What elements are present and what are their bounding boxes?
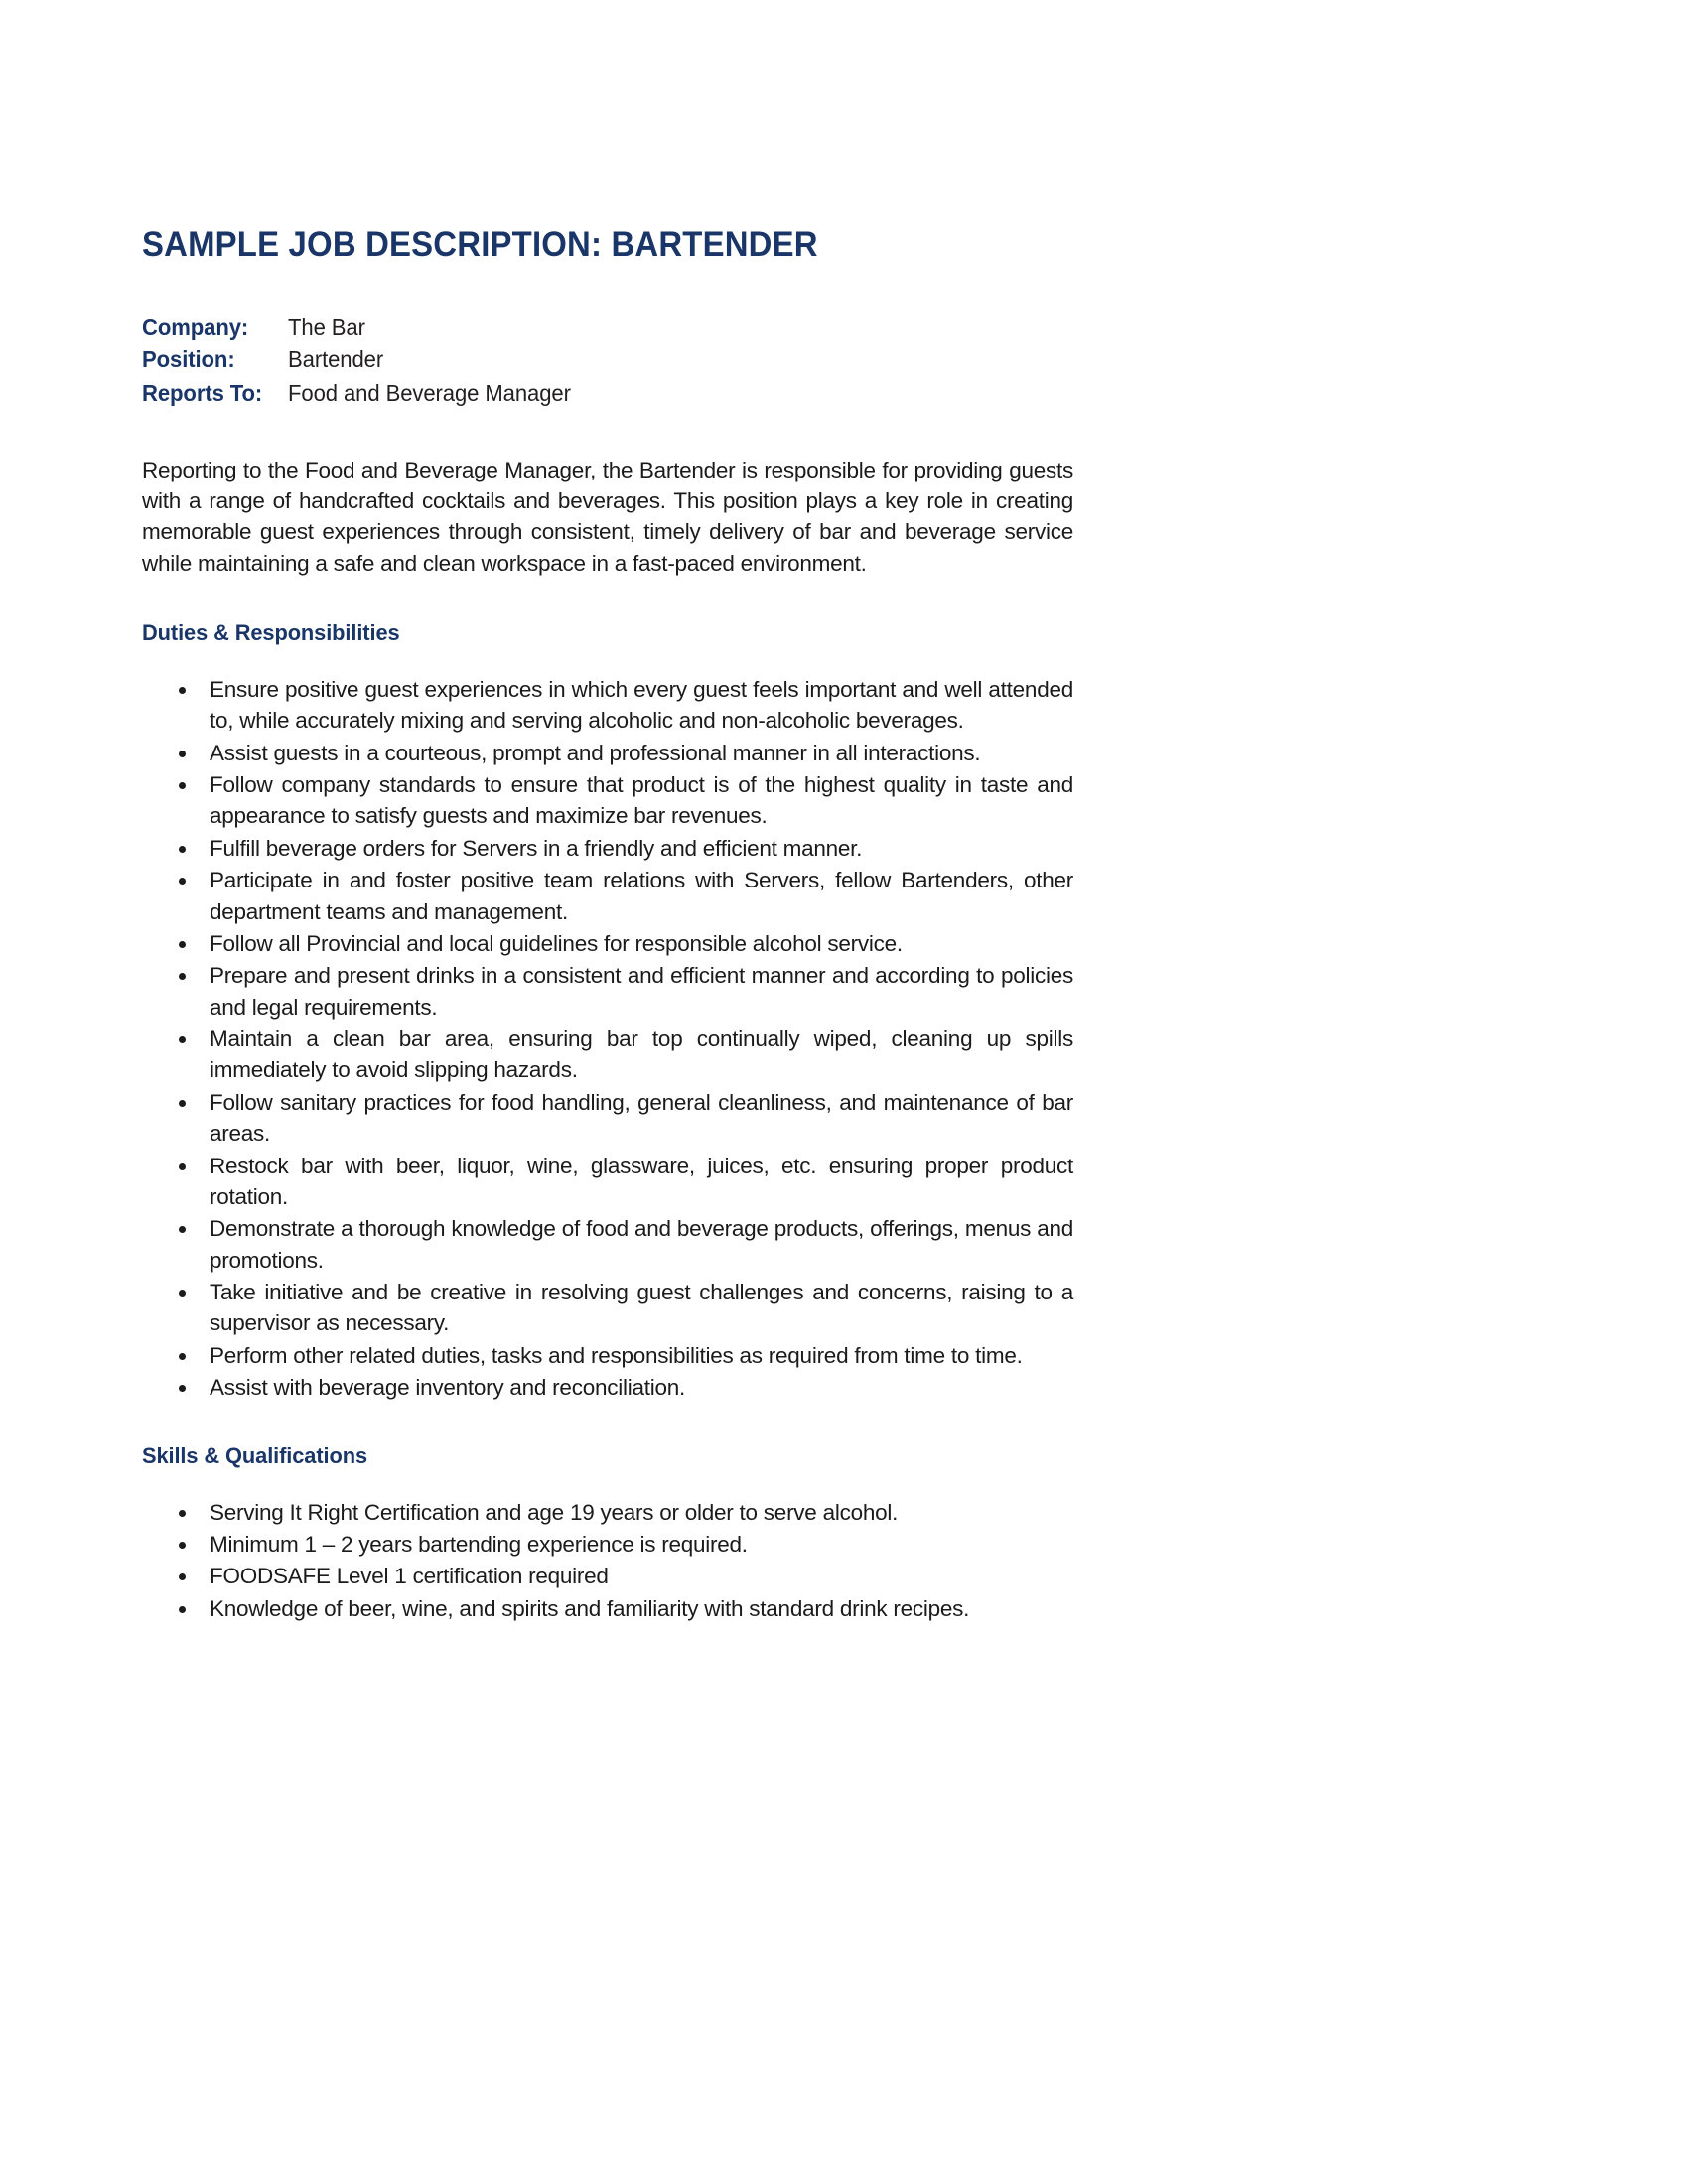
- list-item: Ensure positive guest experiences in which every guest feels important and well attended to, while accurately mixing and serving alcoholic and non-alcoholic beverages.: [142, 674, 1073, 737]
- skills-qualifications-list: [142, 1497, 1073, 1625]
- list-item: Maintain a clean bar area, ensuring bar top continually wiped, cleaning up spills immediately to avoid slipping hazards.: [142, 1024, 1073, 1086]
- job-meta-block: [142, 311, 1073, 411]
- list-item: Follow all Provincial and local guidelines for responsible alcohol service.: [142, 928, 1073, 959]
- meta-row-reports-to: [142, 377, 1073, 411]
- list-item: Follow company standards to ensure that product is of the highest quality in taste and appearance to satisfy guests and maximize bar revenues.: [142, 769, 1073, 832]
- meta-value-company: The Bar: [288, 313, 365, 340]
- duties-responsibilities-list: [142, 674, 1073, 1404]
- meta-row-company: [142, 311, 1073, 344]
- meta-row-position: [142, 343, 1073, 377]
- section-skills-qualifications: [142, 1443, 1073, 1625]
- list-item: Perform other related duties, tasks and responsibilities as required from time to time.: [142, 1340, 1073, 1371]
- list-item: Follow sanitary practices for food handling, general cleanliness, and maintenance of bar areas.: [142, 1087, 1073, 1150]
- meta-label-reports-to: Reports To:: [142, 380, 263, 407]
- meta-value-position: Bartender: [288, 346, 384, 373]
- list-item: Assist with beverage inventory and reconciliation.: [142, 1372, 1073, 1403]
- intro-paragraph: Reporting to the Food and Beverage Manager, the Bartender is responsible for providing guests with a range of handcrafted cocktails and beverages. This position plays a key role in creating memorable guest experiences through consistent, timely delivery of bar and beverage service while maintaining a safe and clean workspace in a fast-paced environment.: [142, 457, 1073, 576]
- page-title: SAMPLE JOB DESCRIPTION: BARTENDER: [142, 225, 818, 264]
- section-heading-duties-responsibilities: Duties & Responsibilities: [142, 619, 400, 645]
- list-item: Assist guests in a courteous, prompt and professional manner in all interactions.: [142, 738, 1073, 768]
- list-item: Prepare and present drinks in a consistent and efficient manner and according to policies and legal requirements.: [142, 960, 1073, 1023]
- list-item: FOODSAFE Level 1 certification required: [142, 1561, 1073, 1591]
- list-item: Knowledge of beer, wine, and spirits and familiarity with standard drink recipes.: [142, 1593, 1073, 1624]
- list-item: Serving It Right Certification and age 19 years or older to serve alcohol.: [142, 1497, 1073, 1528]
- list-item: Take initiative and be creative in resolving guest challenges and concerns, raising to a supervisor as necessary.: [142, 1277, 1073, 1339]
- section-duties-responsibilities: [142, 620, 1073, 1404]
- meta-label-position: Position:: [142, 346, 235, 373]
- document-content: [142, 226, 1073, 1625]
- list-item: Demonstrate a thorough knowledge of food and beverage products, offerings, menus and promotions.: [142, 1213, 1073, 1276]
- list-item: Fulfill beverage orders for Servers in a friendly and efficient manner.: [142, 833, 1073, 864]
- list-item: Participate in and foster positive team relations with Servers, fellow Bartenders, other department teams and management.: [142, 865, 1073, 927]
- section-heading-skills-qualifications: Skills & Qualifications: [142, 1442, 368, 1468]
- list-item: Minimum 1 – 2 years bartending experience is required.: [142, 1529, 1073, 1560]
- meta-label-company: Company:: [142, 313, 249, 340]
- list-item: Restock bar with beer, liquor, wine, glassware, juices, etc. ensuring proper product rotation.: [142, 1151, 1073, 1213]
- meta-value-reports-to: Food and Beverage Manager: [288, 380, 571, 407]
